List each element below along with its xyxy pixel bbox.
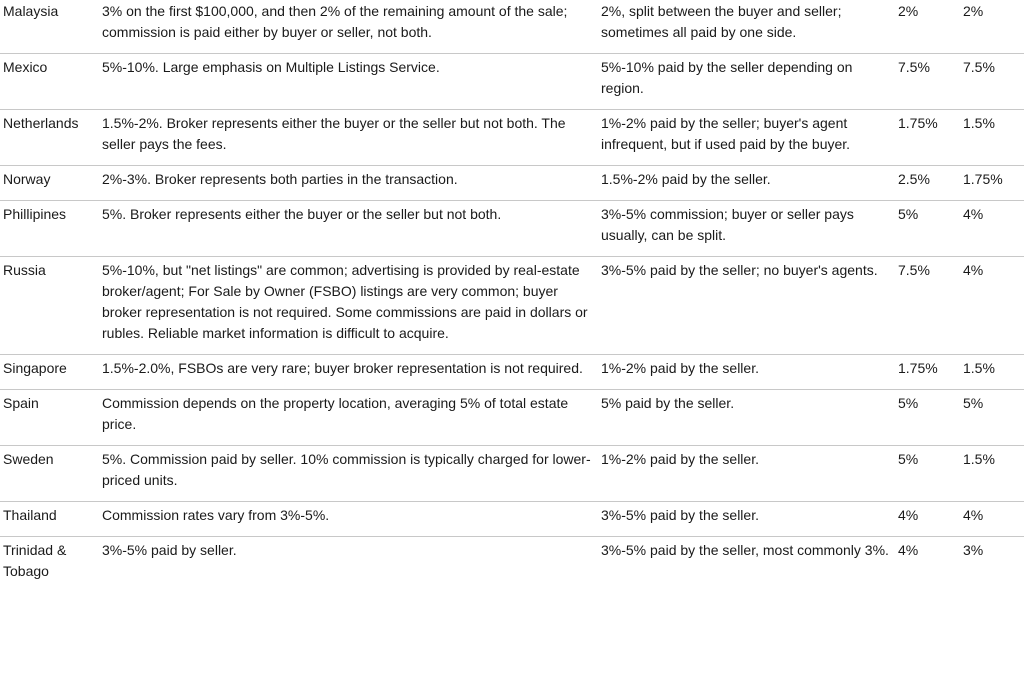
paid-by-cell: 3%-5% paid by the seller, most commonly 3%. — [601, 542, 889, 558]
average-rate-cell: 5% — [895, 446, 960, 502]
paid-by-cell: 3%-5% paid by the seller; no buyer's agents. — [598, 257, 895, 355]
average-rate-cell: 4% — [898, 542, 919, 558]
description-cell: 3%-5% paid by seller. — [102, 542, 237, 558]
country-cell: Spain — [0, 390, 99, 446]
table-row — [0, 201, 1024, 257]
country-cell: Netherlands — [0, 110, 99, 166]
country-cell: Phillipines — [0, 201, 99, 257]
low-rate-cell: 4% — [960, 502, 1024, 537]
low-rate-cell: 4% — [960, 257, 1024, 355]
low-rate-cell: 5% — [960, 390, 1024, 446]
paid-by-cell: 3%-5% paid by the seller. — [598, 502, 895, 537]
table-row — [0, 54, 1024, 110]
description-cell: 5%-10%, but "net listings" are common; advertising is provided by real-estate broker/agent; For Sale by Owner (FSBO) listings are very common; buyer broker representation is not required. Some commissions are paid in dollars or rubles. Reliable market information is difficult to acquire. — [99, 257, 598, 355]
table-row — [0, 537, 1024, 583]
table-row — [0, 166, 1024, 201]
country-cell: Thailand — [0, 502, 99, 537]
low-rate-cell: 1.5% — [960, 355, 1024, 390]
average-rate-cell: 7.5% — [895, 54, 960, 110]
description-cell: 1.5%-2.0%, FSBOs are very rare; buyer broker representation is not required. — [99, 355, 598, 390]
table-row — [0, 390, 1024, 446]
table-row — [0, 0, 1024, 54]
description-cell: 1.5%-2%. Broker represents either the buyer or the seller but not both. The seller pays the fees. — [99, 110, 598, 166]
average-rate-cell: 2.5% — [895, 166, 960, 201]
country-cell: Singapore — [0, 355, 99, 390]
low-rate-cell: 1.5% — [960, 446, 1024, 502]
average-rate-cell: 1.75% — [895, 110, 960, 166]
paid-by-cell: 5% paid by the seller. — [598, 390, 895, 446]
average-rate-cell: 5% — [895, 201, 960, 257]
country-cell: Sweden — [0, 446, 99, 502]
paid-by-cell: 1.5%-2% paid by the seller. — [598, 166, 895, 201]
paid-by-cell: 5%-10% paid by the seller depending on region. — [598, 54, 895, 110]
table-row — [0, 355, 1024, 390]
description-cell: 5%. Commission paid by seller. 10% commission is typically charged for lower-priced units. — [99, 446, 598, 502]
country-cell: Malaysia — [0, 0, 99, 54]
description-cell: 5%-10%. Large emphasis on Multiple Listings Service. — [99, 54, 598, 110]
average-rate-cell: 2% — [895, 0, 960, 54]
table-row — [0, 446, 1024, 502]
country-cell: Norway — [0, 166, 99, 201]
paid-by-cell: 1%-2% paid by the seller. — [598, 355, 895, 390]
country-cell: Mexico — [0, 54, 99, 110]
low-rate-cell: 4% — [960, 201, 1024, 257]
description-cell: Commission rates vary from 3%-5%. — [99, 502, 598, 537]
paid-by-cell: 1%-2% paid by the seller; buyer's agent infrequent, but if used paid by the buyer. — [598, 110, 895, 166]
description-cell: 2%-3%. Broker represents both parties in the transaction. — [99, 166, 598, 201]
average-rate-cell: 7.5% — [895, 257, 960, 355]
paid-by-cell: 1%-2% paid by the seller. — [598, 446, 895, 502]
table-row — [0, 502, 1024, 537]
low-rate-cell: 7.5% — [960, 54, 1024, 110]
table-row — [0, 110, 1024, 166]
low-rate-cell: 1.5% — [960, 110, 1024, 166]
low-rate-cell: 1.75% — [960, 166, 1024, 201]
country-cell: Russia — [0, 257, 99, 355]
paid-by-cell: 3%-5% commission; buyer or seller pays usually, can be split. — [598, 201, 895, 257]
average-rate-cell: 5% — [895, 390, 960, 446]
description-cell: 3% on the first $100,000, and then 2% of the remaining amount of the sale; commission is paid either by buyer or seller, not both. — [99, 0, 598, 54]
low-rate-cell: 2% — [960, 0, 1024, 54]
description-cell: Commission depends on the property location, averaging 5% of total estate price. — [99, 390, 598, 446]
table-row — [0, 257, 1024, 355]
description-cell: 5%. Broker represents either the buyer or the seller but not both. — [99, 201, 598, 257]
paid-by-cell: 2%, split between the buyer and seller; sometimes all paid by one side. — [598, 0, 895, 54]
country-cell: Trinidad & Tobago — [3, 542, 67, 579]
average-rate-cell: 4% — [895, 502, 960, 537]
average-rate-cell: 1.75% — [895, 355, 960, 390]
low-rate-cell: 3% — [963, 542, 984, 558]
